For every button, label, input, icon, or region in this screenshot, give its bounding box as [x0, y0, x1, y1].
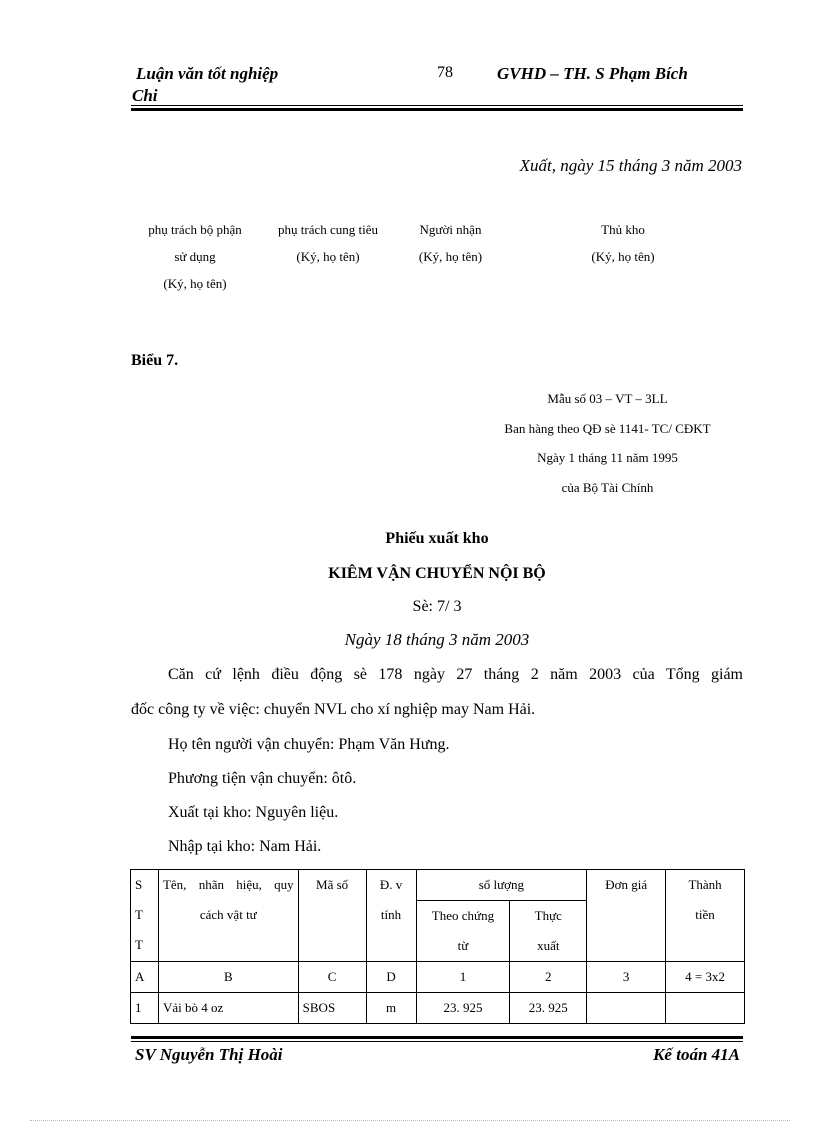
- footer-rule-thick: [131, 1036, 743, 1039]
- signature-supply: [264, 216, 392, 270]
- signature-role: phụ trách cung tiêu: [278, 222, 378, 237]
- header-total-part: tiền: [695, 907, 715, 922]
- header-stt-part: S: [135, 877, 143, 892]
- page-bottom-divider: [30, 1120, 790, 1121]
- header-rule-thick: [131, 108, 743, 111]
- footer-student: SV Nguyễn Thị Hoài: [135, 1045, 283, 1064]
- header-total-part: Thành: [688, 877, 722, 892]
- signature-role-cont: sử dụng: [174, 249, 216, 264]
- signature-role: Người nhận: [419, 222, 482, 237]
- table-header-row: [131, 870, 745, 901]
- row-qty-real: 23. 925: [510, 993, 587, 1024]
- doc-subtitle: KIÊM VẬN CHUYỂN NỘI BỘ: [328, 565, 546, 582]
- form-info-line: Ban hàng theo QĐ sè 1141- TC/ CĐKT: [504, 420, 711, 436]
- header-stt-part: T: [135, 937, 143, 952]
- code-cell: D: [366, 962, 416, 993]
- code-cell: A: [131, 962, 159, 993]
- form-info-line: của Bộ Tài Chính: [561, 479, 654, 495]
- doc-number: Sè: 7/ 3: [412, 598, 462, 615]
- header-price: Đơn giá: [587, 870, 666, 962]
- page-number: 78: [437, 64, 453, 81]
- code-cell: 3: [587, 962, 666, 993]
- header-unit: [366, 870, 416, 962]
- from-store: Xuất tại kho: Nguyên liệu.: [168, 804, 339, 821]
- header-qty-doc: [416, 901, 510, 962]
- code-cell: 2: [510, 962, 587, 993]
- body-para-line2: đốc công ty về việc: chuyển NVL cho xí nghiệp may Nam Hải.: [131, 701, 536, 718]
- signature-receiver: [398, 216, 503, 270]
- form-info-line: Mẫu số 03 – VT – 3LL: [547, 391, 668, 406]
- header-quantity: số lượng: [416, 870, 587, 901]
- header-qty-doc-part: từ: [457, 938, 469, 953]
- header-unit-part: tính: [380, 907, 402, 922]
- code-cell: 4 = 3x2: [666, 962, 745, 993]
- header-unit-part: Đ. v: [379, 877, 403, 892]
- header-name: [158, 870, 298, 962]
- header-name-part: cách vật tư: [199, 907, 257, 922]
- footer-class: Kế toán 41A: [653, 1045, 740, 1064]
- header-total: [666, 870, 745, 962]
- code-cell: C: [298, 962, 366, 993]
- form-info-line: Ngày 1 tháng 11 năm 1995: [537, 450, 678, 465]
- header-qty-real: [510, 901, 587, 962]
- doc-title: Phiếu xuất kho: [385, 530, 489, 547]
- signature-note: (Ký, họ tên): [163, 276, 227, 291]
- row-name: Vải bò 4 oz: [158, 993, 298, 1024]
- header-supervisor: GVHD – TH. S Phạm Bích: [497, 64, 688, 83]
- body-para-line1: [131, 666, 743, 684]
- row-total: [666, 993, 745, 1024]
- items-table: [130, 869, 745, 1024]
- header-title: Luận văn tốt nghiệp: [136, 64, 279, 83]
- header-stt: [131, 870, 159, 962]
- signature-role: Thủ kho: [601, 222, 645, 237]
- header-title-continued: Chi: [132, 86, 158, 105]
- carrier-name: Họ tên người vận chuyển: Phạm Văn Hưng.: [168, 736, 450, 753]
- signature-usage-dept: [130, 216, 260, 297]
- header-stt-part: T: [135, 907, 143, 922]
- signature-note: (Ký, họ tên): [296, 249, 360, 264]
- header-qty-real-part: xuất: [537, 938, 560, 953]
- header-code: Mã số: [298, 870, 366, 962]
- footer-rule-thin: [131, 1041, 743, 1042]
- signature-note: (Ký, họ tên): [418, 249, 483, 264]
- form-info: [470, 384, 745, 502]
- table-row: [131, 993, 745, 1024]
- code-cell: 1: [416, 962, 510, 993]
- table-code-row: [131, 962, 745, 993]
- section-label: Biểu 7.: [131, 352, 179, 369]
- header-qty-doc-part: Theo chứng: [431, 908, 495, 923]
- signature-note: (Ký, họ tên): [591, 249, 655, 264]
- row-unit: m: [366, 993, 416, 1024]
- header-qty-real-part: Thực: [534, 908, 562, 923]
- signature-role: phụ trách bộ phận: [148, 222, 242, 237]
- row-stt: 1: [131, 993, 159, 1024]
- export-date: Xuất, ngày 15 tháng 3 năm 2003: [519, 156, 742, 175]
- body-para-text: Căn cứ lệnh điều động sè 178 ngày 27 tháng 2 năm 2003 của Tổng giám: [168, 666, 743, 683]
- vehicle: Phương tiện vận chuyển: ôtô.: [168, 770, 357, 787]
- row-code: SBOS: [298, 993, 366, 1024]
- header-name-part: Tên, nhãn hiệu, quy: [162, 877, 294, 892]
- row-qty-doc: 23. 925: [416, 993, 510, 1024]
- header-rule-thin: [131, 105, 743, 106]
- signature-storekeeper: [563, 216, 683, 270]
- row-price: [587, 993, 666, 1024]
- doc-date: Ngày 18 tháng 3 năm 2003: [344, 630, 530, 649]
- code-cell: B: [158, 962, 298, 993]
- to-store: Nhập tại kho: Nam Hải.: [168, 838, 322, 855]
